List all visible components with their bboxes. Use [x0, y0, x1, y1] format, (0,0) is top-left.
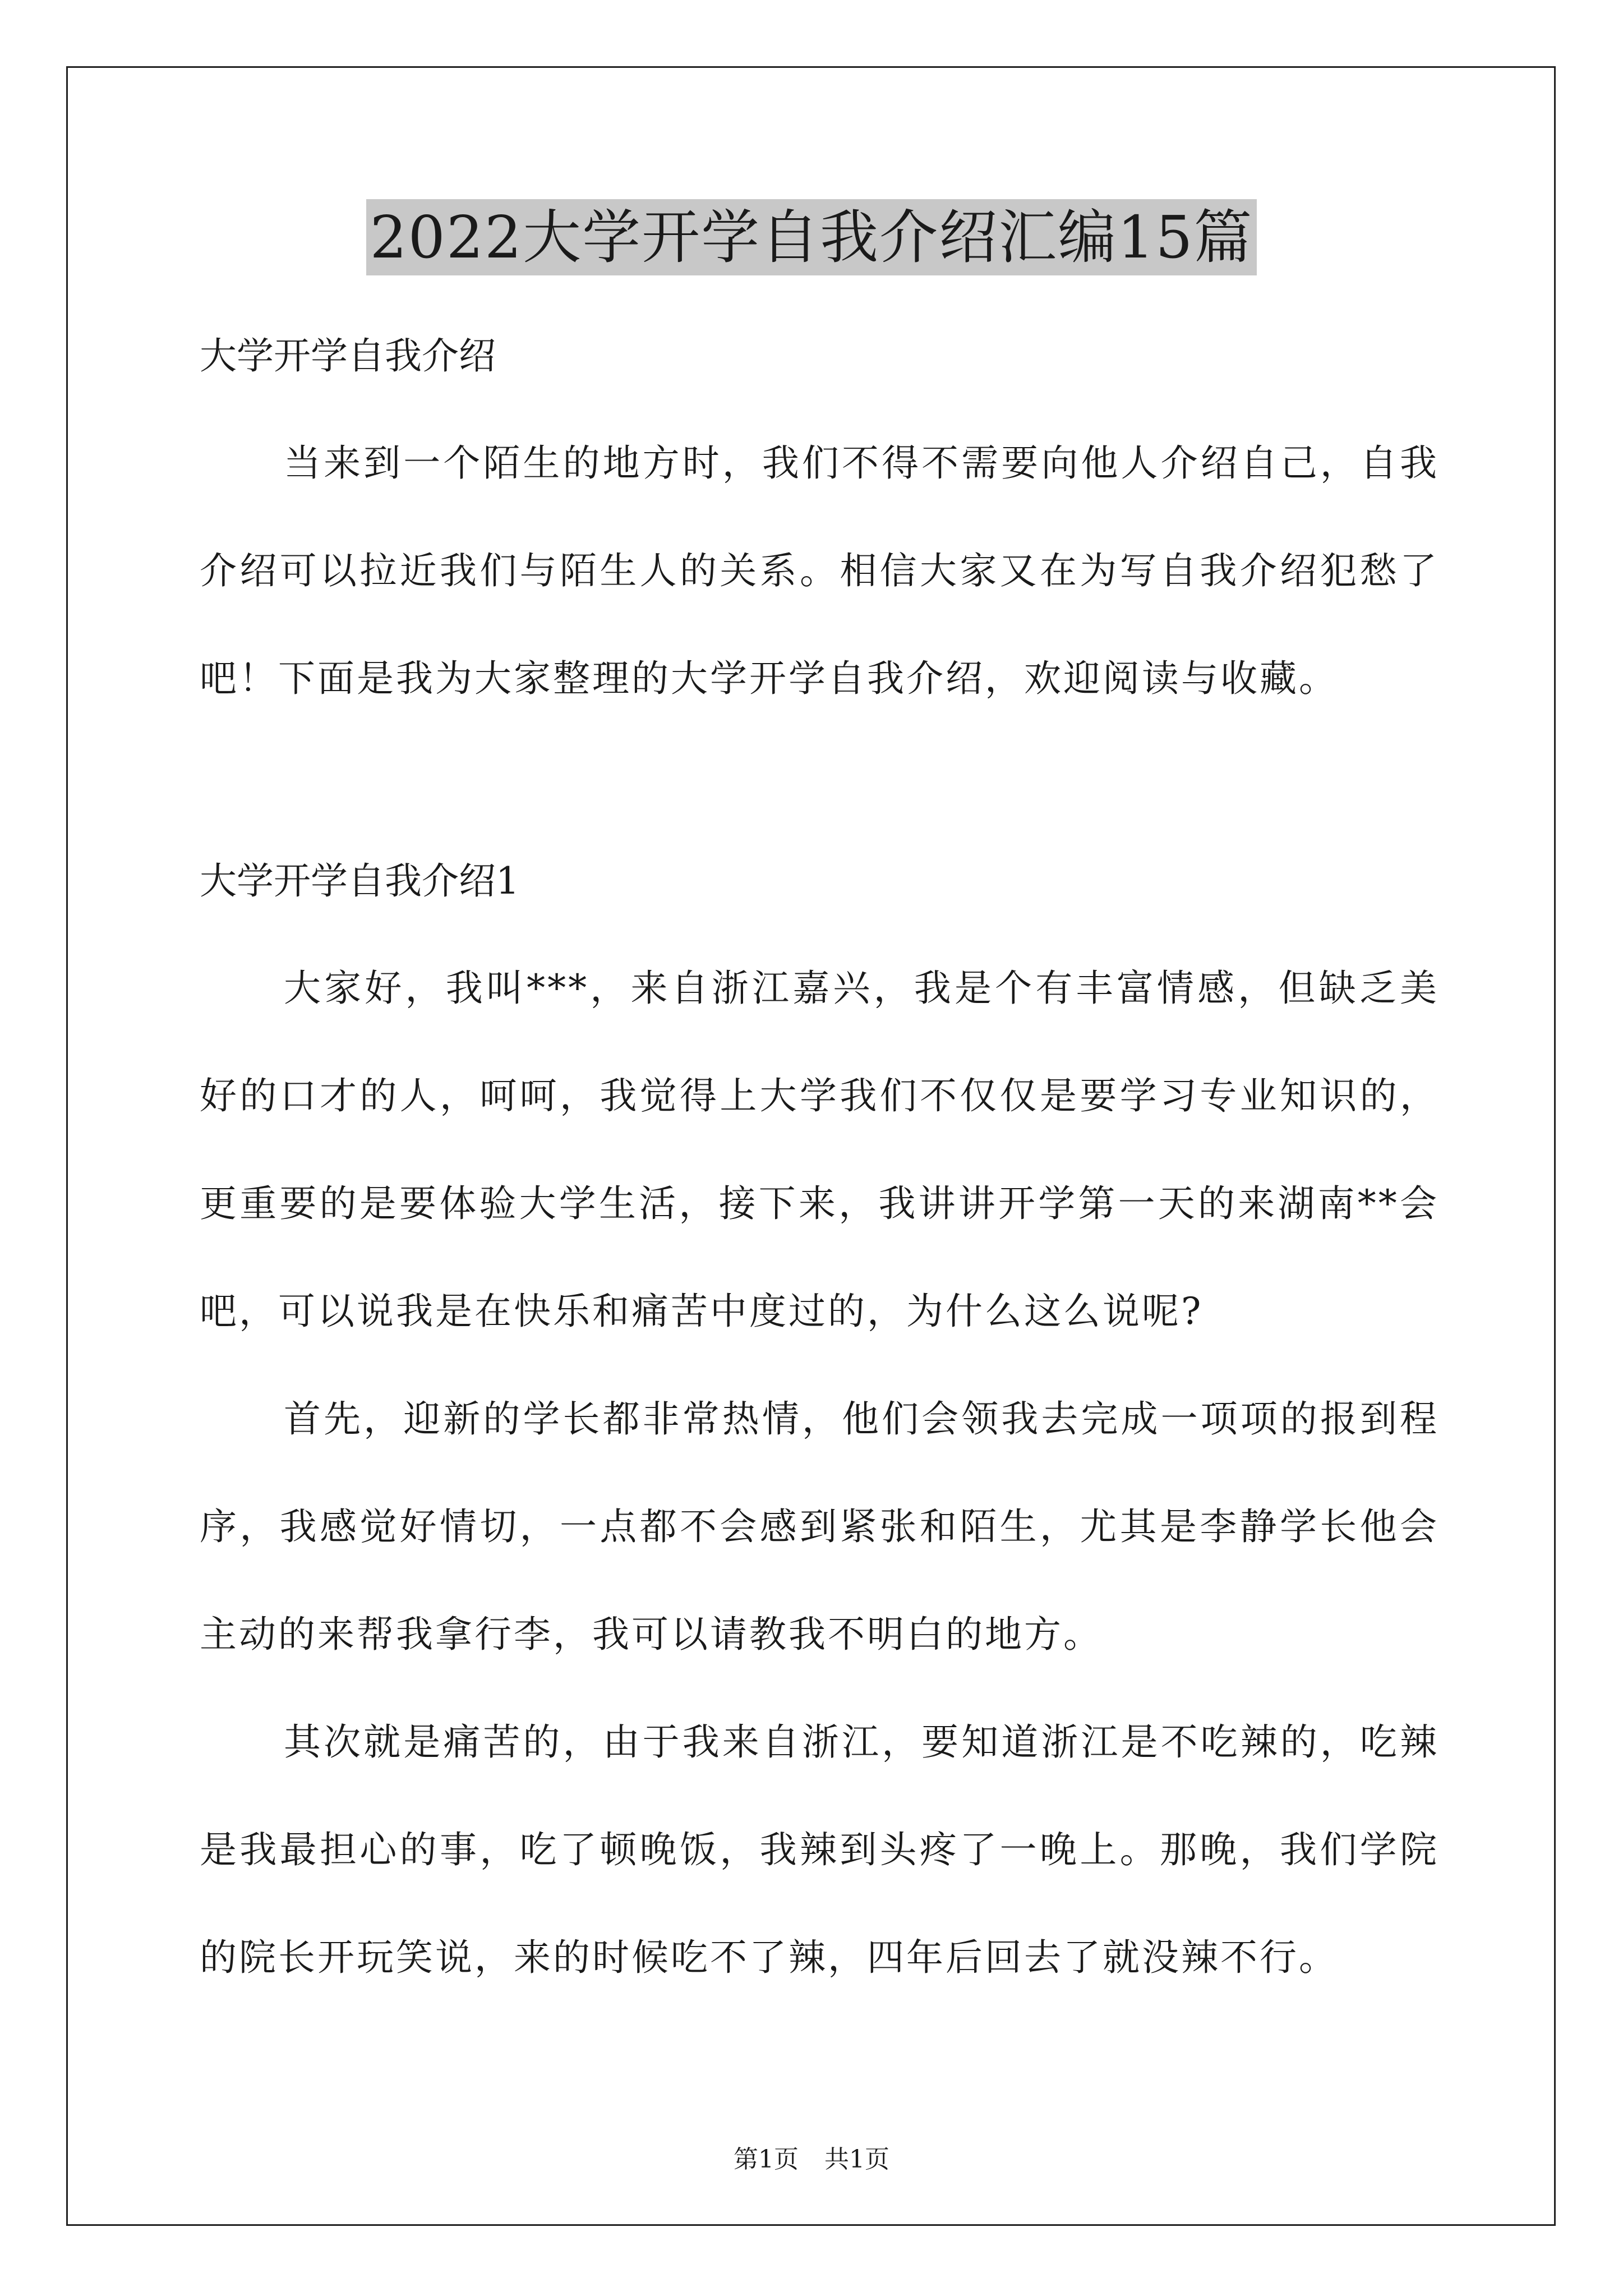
section1-paragraph-1: 大家好，我叫***，来自浙江嘉兴，我是个有丰富情感，但缺乏美好的口才的人，呵呵，我觉得上大学我们不仅仅是要学习专业知识的，更重要的是要体验大学生活，接下来，我讲讲开学第一天的来湖南**会吧，可以说我是在快乐和痛苦中度过的，为什么这么说呢?: [200, 967, 1439, 1333]
page-footer: [0, 2143, 1623, 2177]
intro-heading: 大学开学自我介绍: [200, 334, 496, 378]
document-title: 2022大学开学自我介绍汇编15篇: [366, 199, 1256, 275]
section1-paragraph-3: 其次就是痛苦的，由于我来自浙江，要知道浙江是不吃辣的，吃辣是我最担心的事，吃了顿晚饭，我辣到头疼了一晚上。那晚，我们学院的院长开玩笑说，来的时候吃不了辣，四年后回去了就没辣不行。: [200, 1720, 1439, 1979]
document-body: [200, 303, 1439, 2012]
intro-paragraph: 当来到一个陌生的地方时，我们不得不需要向他人介绍自己，自我介绍可以拉近我们与陌生人的关系。相信大家又在为写自我介绍犯愁了吧！下面是我为大家整理的大学开学自我介绍，欢迎阅读与收藏。: [200, 441, 1439, 700]
section1-paragraph-2: 首先，迎新的学长都非常热情，他们会领我去完成一项项的报到程序，我感觉好情切，一点都不会感到紧张和陌生，尤其是李静学长他会主动的来帮我拿行李，我可以请教我不明白的地方。: [200, 1397, 1439, 1656]
section1-heading: 大学开学自我介绍1: [200, 859, 519, 903]
title-container: [0, 199, 1623, 275]
page-number: 第1页: [734, 2145, 799, 2174]
section-spacer: [200, 733, 1439, 828]
page-total: 共1页: [824, 2145, 889, 2174]
